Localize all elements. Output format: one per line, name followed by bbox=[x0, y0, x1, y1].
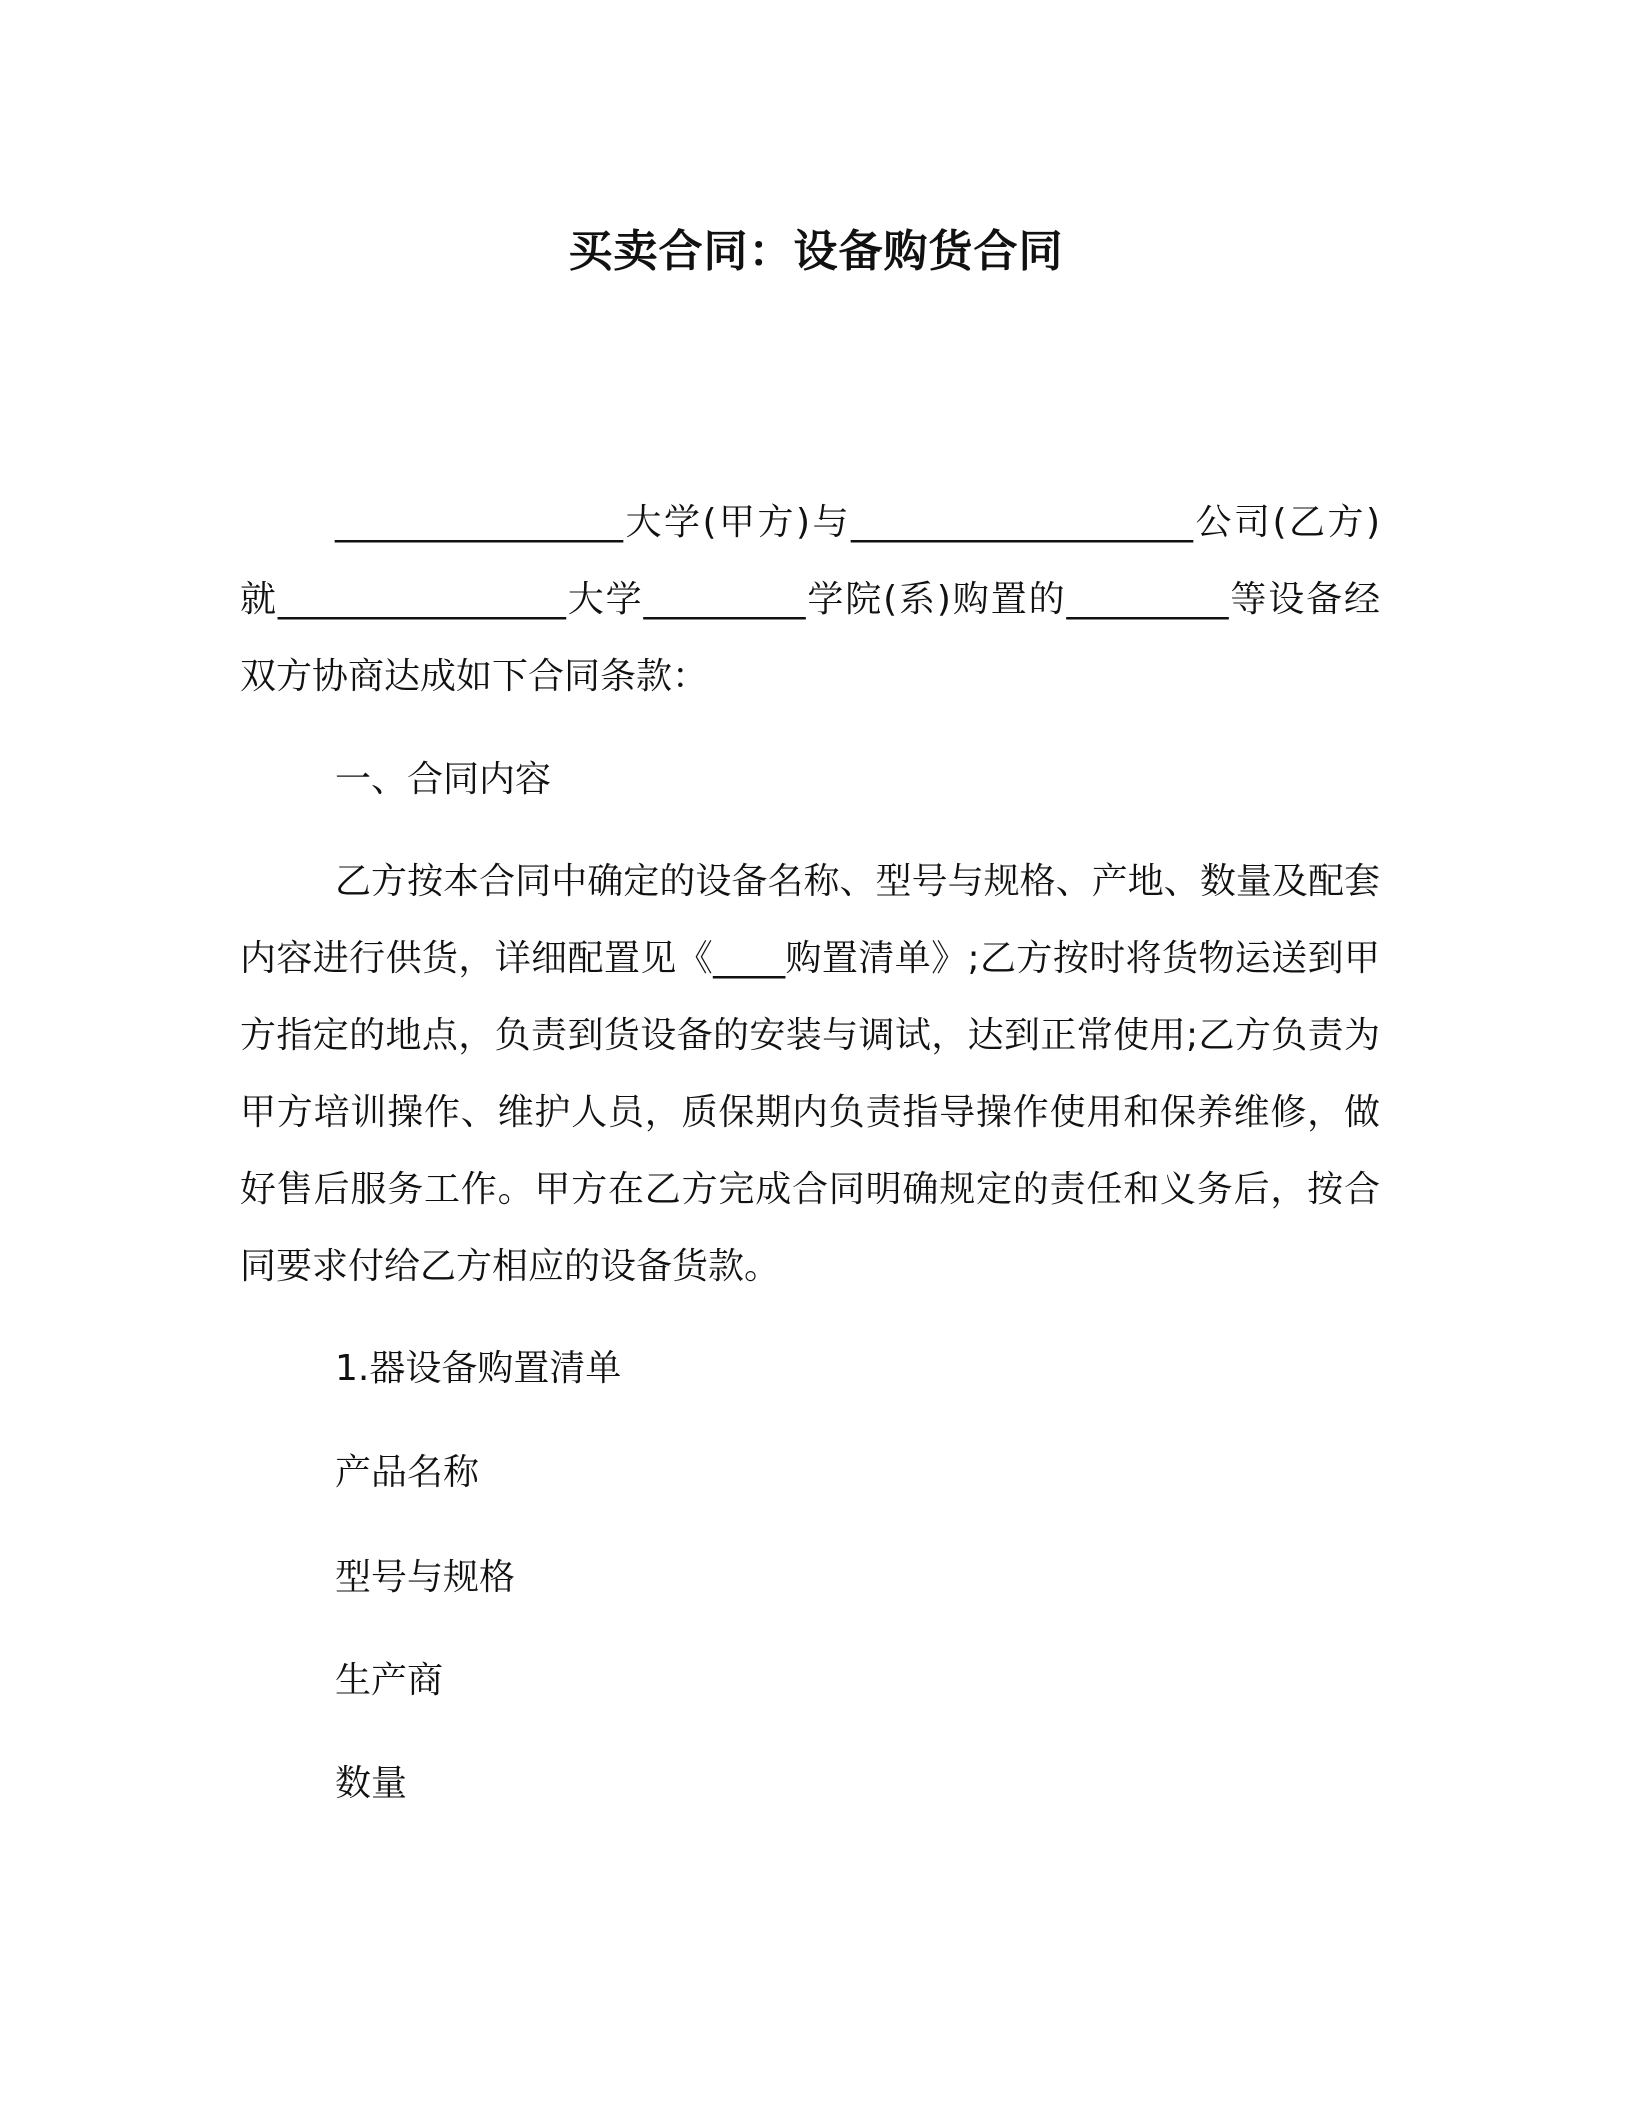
list-item: 生产商 bbox=[335, 1660, 444, 1701]
list-heading: 1.器设备购置清单 bbox=[335, 1348, 622, 1389]
section-heading: 一、合同内容 bbox=[335, 759, 552, 800]
list-item: 型号与规格 bbox=[335, 1557, 516, 1598]
list-item: 数量 bbox=[335, 1763, 408, 1804]
document-title: 买卖合同：设备购货合同 bbox=[568, 226, 1064, 277]
contract-content-paragraph: 乙方按本合同中确定的设备名称、型号与规格、产地、数量及配套内容进行供货，详细配置见《____购置清单》;乙方按时将货物运送到甲方指定的地点，负责到货设备的安装与调试，达到正常使用;乙方负责为甲方培训操作、维护人员，质保期内负责指导操作使用和保养维修，做好售后服务工作。甲方在乙方完成合同明确规定的责任和义务后，按合同要求付给乙方相应的设备货款。 bbox=[240, 861, 1380, 1287]
intro-paragraph: ________________大学(甲方)与___________________公司(乙方)就________________大学_________学院(系)购置的_________等设备经双方协商达成如下合同条款： bbox=[240, 502, 1380, 697]
list-item: 产品名称 bbox=[335, 1452, 480, 1493]
